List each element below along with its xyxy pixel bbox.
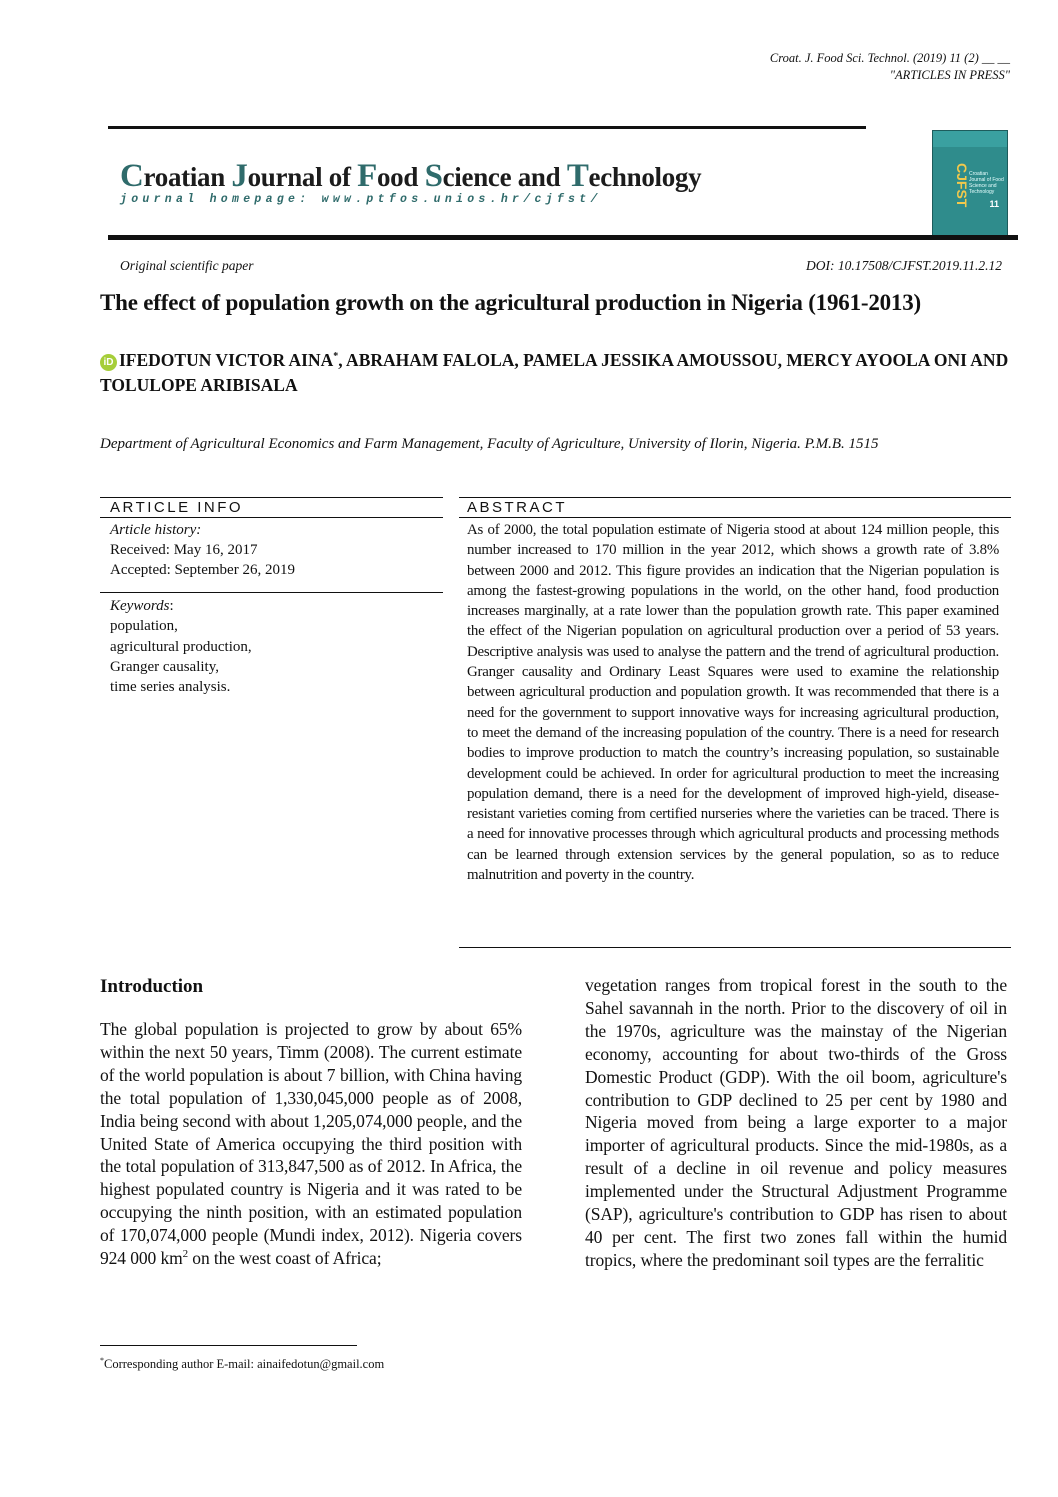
article-history [110,520,440,580]
abstract-top-rule [459,497,1011,498]
keyword-item: agricultural production, [110,638,252,655]
cover-band [933,131,1007,147]
articles-in-press-label: "ARTICLES IN PRESS" [889,68,1010,82]
cover-number: 11 [989,199,999,209]
article-info-heading: ARTICLE INFO [110,499,244,516]
received-date: Received: May 16, 2017 [110,542,258,558]
journal-homepage-link[interactable]: journal homepage: www.ptfos.unios.hr/cjfst/ [120,193,602,206]
cjfst-logo-icon [943,159,970,225]
journal-citation [770,50,1010,84]
masthead-bottom-rule [108,235,1018,240]
keyword-item: population, [110,618,178,635]
doi-link[interactable]: DOI: 10.17508/CJFST.2019.11.2.12 [806,258,1002,273]
article-history-label: Article history: [110,522,202,538]
article-info-top-rule [100,497,443,498]
article-info-heading-rule [100,517,443,518]
title-cap: C [120,158,144,194]
affiliation: Department of Agricultural Economics and Farm Management, Faculty of Agriculture, University of Ilorin, Nigeria. P.M.B. 1515 [100,436,879,452]
abstract-bottom-rule [459,947,1011,948]
keywords-block [110,596,440,697]
title-cap: T [566,158,589,194]
keyword-item: time series analysis. [110,679,231,696]
body-text: The global population is projected to grow by about 65% within the next 50 years, Timm (2008). The current estimate of the world population is about 7 billion, with China having the total population of 1,330,045,000 people as of 2008, India being second with about 1,205,074,000 people, and the United State of America occupying the third position with the total population of 313,847,500 as of 2012. In Africa, the highest populated country is Nigeria and it was rated to be occupying the ninth position, with an estimated population of 170,074,000 people (Mundi index, 2012). Nigeria covers 924 000 km [100,1019,522,1269]
accepted-date: Accepted: September 26, 2019 [110,562,295,578]
body-right-column: vegetation ranges from tropical forest in the south to the Sahel savannah in the north. Prior to the discovery of oil in the 1970s, agriculture was the mainstay of the Nigerian economy, accounting for about two-thirds of the Gross Domestic Product (GDP). With the oil boom, agriculture's contribution to GDP declined to 25 per cent by 1980 and Nigeria moved from being a large exporter to a major importer of agricultural products. Since the mid-1980s, as a result of a decline in oil revenue and policy measures implemented under the Structural Adjustment Programme (SAP), agriculture's contribution to GDP has risen to about 40 per cent. The first two zones fall within the humid tropics, where the predominant soil types are the ferralitic [585,975,1007,1270]
superscript: 2 [182,1248,189,1261]
body-text: on the west coast of Africa; [188,1248,382,1269]
title-cap: S [424,158,443,194]
title-part: ood [376,162,425,192]
citation-line: Croat. J. Food Sci. Technol. (2019) 11 (2) __ __ [769,51,1010,65]
keywords-colon: : [169,598,174,614]
keywords-rule [100,592,443,593]
journal-cover-image [932,130,1008,236]
title-cap: F [357,158,377,194]
keywords-label: Keywords [110,598,170,614]
cover-logo-text: CJFST [954,163,970,208]
paper-title: The effect of population growth on the agricultural production in Nigeria (1961-2013) [100,290,921,315]
corresponding-mark: * [333,351,339,362]
abstract-text: As of 2000, the total population estimate of Nigeria stood at about 124 million people, this number increased to 170 million in the year 2012, which shows a growth rate of 3.8% between 2000 and 2012. This figure provides an indication that the Nigerian population is among the fastest-growing populations in the world, on the other hand, food production increases marginally, at a rate lower than the population growth rate. This paper examined the effect of the Nigerian population on agricultural production over a period of 53 years. Descriptive analysis was used to analyse the pattern and the trend of agricultural production. Granger causality and Ordinary Least Squares were used to examine the relationship between agricultural production and population growth. It was recommended that there is a need for the government to support innovative ways for increasing agricultural production, to meet the demand of the increasing population of the country. There is a need for research bodies to improve production to match the country’s increasing population, so sustainable development could be achieved. In order for agricultural production to meet the increasing population demand, there is a need for the development of improved high-yield, disease-resistant varieties coming from certified nurseries where the varieties can be traced. There is a need for innovative processes through which agricultural products and processing methods can be learned through extension services by the general population, so as to reduce malnutrition and poverty in the country. [467,522,999,884]
footnote-rule [100,1345,357,1346]
abstract-heading: ABSTRACT [467,499,568,516]
journal-title [120,158,701,195]
title-part: ournal of [247,162,358,192]
title-part: roatian [143,162,232,192]
abstract-heading-rule [459,517,1011,518]
orcid-icon[interactable]: iD [100,354,117,371]
introduction-heading: Introduction [100,976,204,997]
keyword-item: Granger causality, [110,658,219,675]
first-author: IFEDOTUN VICTOR AINA [119,349,334,370]
footnote-mark: * [100,1356,104,1365]
cover-title: Croatian Journal of Food Science and Technology [969,171,1004,195]
body-left-column [100,1018,522,1270]
title-cap: J [231,158,248,194]
other-authors: , ABRAHAM FALOLA, PAMELA JESSIKA AMOUSSOU, MERCY AYOOLA ONI AND TOLULOPE ARIBISALA [100,349,1009,395]
title-part: cience and [442,162,567,192]
author-list [100,344,1015,398]
corresponding-email: Corresponding author E-mail: ainaifedotun@gmail.com [104,1357,385,1372]
title-part: echnology [588,162,702,192]
footnote [100,1356,384,1372]
masthead-top-rule [108,126,866,129]
paper-type: Original scientific paper [120,258,254,273]
